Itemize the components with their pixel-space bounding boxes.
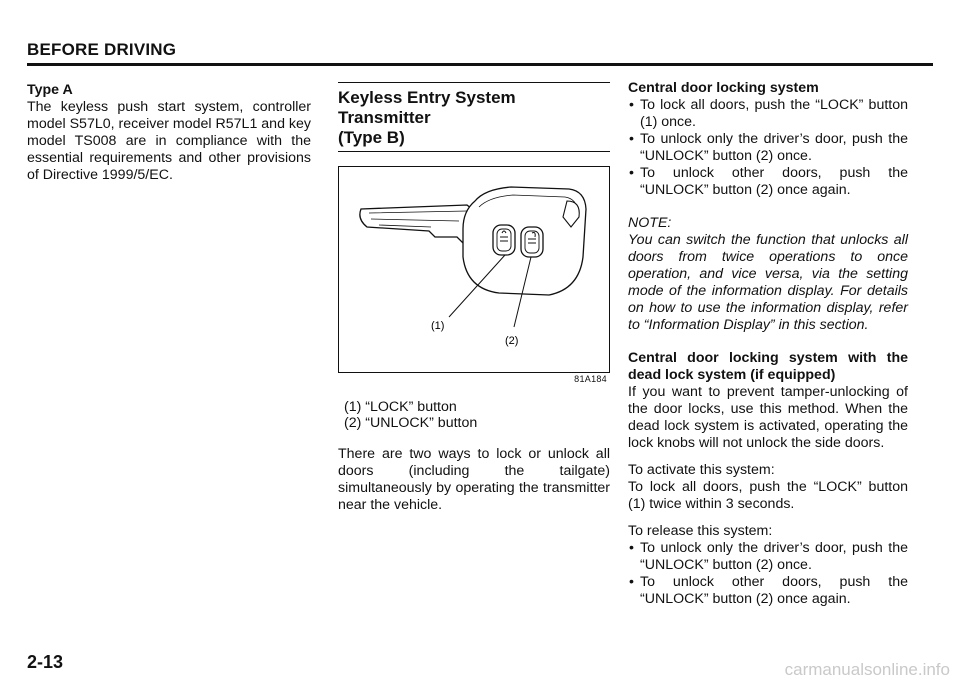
section-title-line1: Keyless Entry System Transmitter — [338, 88, 516, 127]
page-number: 2-13 — [27, 652, 64, 672]
lock-button-icon — [493, 225, 515, 255]
middle-column — [338, 82, 610, 514]
note-label: NOTE: — [628, 215, 672, 231]
list-item: • To unlock only the driver’s door, push the “UNLOCK” button (2) once. — [628, 540, 908, 574]
page-header-title: BEFORE DRIVING — [27, 40, 177, 59]
central-locking-heading: Central door locking system — [628, 80, 819, 96]
activate-text: To lock all doors, push the “LOCK” button (1) twice within 3 seconds. — [628, 479, 908, 512]
callout-lock: (1) “LOCK” button — [344, 399, 457, 415]
deadlock-heading: Central door locking system with the dead lock system (if equipped) — [628, 350, 908, 383]
transmitter-figure — [338, 166, 610, 384]
list-item: • To unlock other doors, push the “UNLOCK” button (2) once again. — [628, 165, 908, 199]
deadlock-text: If you want to prevent tamper-unlocking of the door locks, use this method. When the dead lock system is activated, operating the lock knobs will not unlock the side doors. — [628, 384, 908, 451]
central-locking-list — [628, 97, 908, 199]
header-divider — [27, 63, 933, 66]
type-a-text: The keyless push start system, controller model S57L0, receiver model R57L1 and key model TS008 are in compliance with the essential requirements and other provisions of Directive 1999/5/EC. — [27, 99, 311, 183]
figure-label-1: (1) — [431, 320, 445, 332]
key-transmitter-illustration — [339, 167, 609, 372]
transmitter-description: There are two ways to lock or unlock all doors (including the tailgate) simultaneously by operating the transmitter near the vehicle. — [338, 446, 610, 513]
list-item: • To unlock other doors, push the “UNLOCK” button (2) once again. — [628, 574, 908, 608]
callout-list — [338, 399, 610, 431]
right-column — [628, 80, 908, 608]
figure-code: 81A184 — [574, 374, 607, 384]
unlock-button-icon — [521, 227, 543, 257]
note-text: You can switch the function that unlocks all doors from twice operations to once operation, and vice versa, via the setting mode of the information display. For details on how to use the information display, refer to “Information Display” in this section. — [628, 232, 908, 333]
watermark-link[interactable]: carmanualsonline.info — [784, 660, 950, 679]
activate-label: To activate this system: — [628, 462, 775, 478]
section-title-line2: (Type B) — [338, 128, 405, 147]
section-bottom-rule — [338, 151, 610, 152]
callout-unlock: (2) “UNLOCK” button — [344, 415, 478, 431]
section-title — [338, 88, 610, 148]
figure-label-2: (2) — [505, 335, 519, 347]
release-label: To release this system: — [628, 523, 773, 539]
type-a-heading: Type A — [27, 82, 73, 98]
key-blade — [360, 205, 479, 243]
left-column — [27, 82, 311, 184]
list-item: • To lock all doors, push the “LOCK” button (1) once. — [628, 97, 908, 131]
release-list — [628, 540, 908, 608]
list-item: • To unlock only the driver’s door, push the “UNLOCK” button (2) once. — [628, 131, 908, 165]
section-top-rule — [338, 82, 610, 83]
